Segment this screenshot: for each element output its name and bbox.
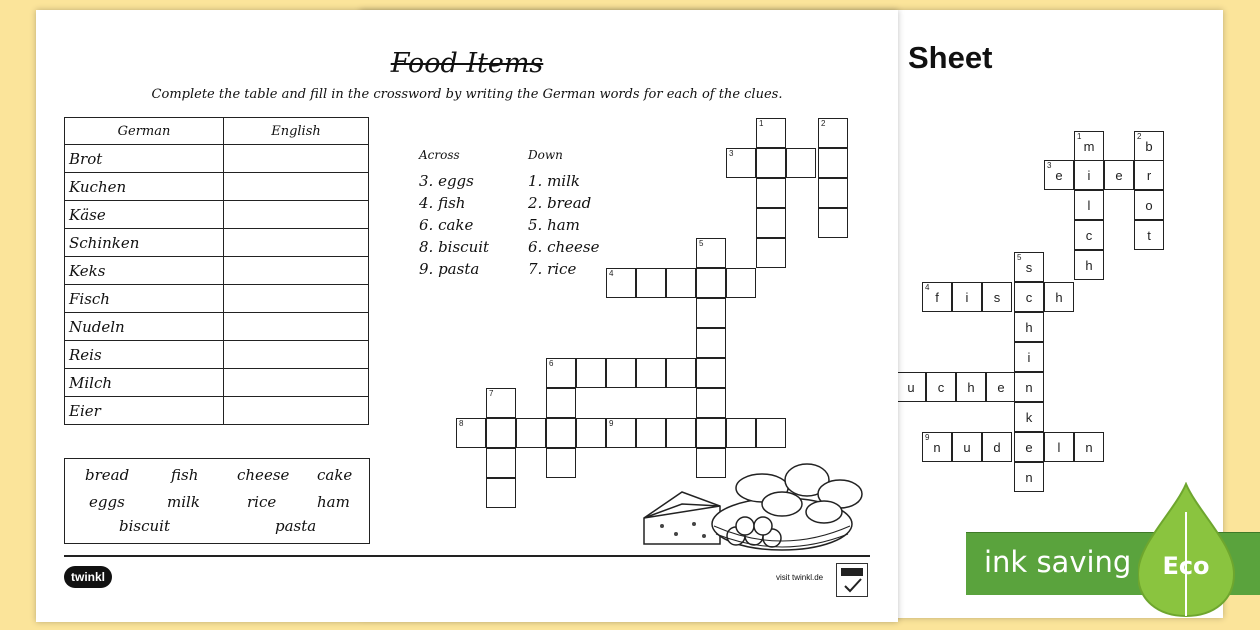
english-answer-field[interactable] bbox=[224, 369, 369, 397]
crossword-cell[interactable] bbox=[696, 328, 726, 358]
worksheet bbox=[36, 10, 898, 622]
grid-cell: n bbox=[1014, 462, 1044, 492]
grid-cell: u bbox=[952, 432, 982, 462]
crossword-cell[interactable] bbox=[696, 388, 726, 418]
crossword-cell[interactable] bbox=[576, 418, 606, 448]
clue-number: 2 bbox=[821, 119, 826, 128]
eco-badge-label: Eco bbox=[1162, 552, 1210, 580]
grid-cell: k bbox=[1014, 402, 1044, 432]
grid-cell: c bbox=[1014, 282, 1044, 312]
clue-number: 5 bbox=[699, 239, 704, 248]
german-word: Milch bbox=[65, 369, 224, 397]
clue-item: 8. biscuit bbox=[419, 238, 490, 256]
crossword-cell[interactable] bbox=[546, 448, 576, 478]
word-bank-item: biscuit bbox=[119, 517, 170, 535]
clue-item: 2. bread bbox=[528, 194, 592, 212]
crossword-cell[interactable] bbox=[756, 418, 786, 448]
word-bank-item: rice bbox=[247, 493, 277, 511]
grid-cell: d bbox=[982, 432, 1012, 462]
grid-cell: l bbox=[1044, 432, 1074, 462]
crossword-cell[interactable] bbox=[636, 418, 666, 448]
crossword-cell[interactable] bbox=[696, 418, 726, 448]
crossword-cell[interactable] bbox=[756, 148, 786, 178]
clue-number: 4 bbox=[609, 269, 614, 278]
grid-cell: 3 e bbox=[1044, 160, 1074, 190]
twinkl-logo: twinkl bbox=[64, 566, 112, 588]
german-word: Käse bbox=[65, 201, 224, 229]
english-answer-field[interactable] bbox=[224, 257, 369, 285]
footer-divider bbox=[64, 555, 870, 557]
word-bank-item: cheese bbox=[237, 466, 290, 484]
german-word: Schinken bbox=[65, 229, 224, 257]
crossword-cell[interactable] bbox=[756, 238, 786, 268]
german-word: Keks bbox=[65, 257, 224, 285]
grid-cell: i bbox=[952, 282, 982, 312]
clue-item: 3. eggs bbox=[419, 172, 474, 190]
down-heading: Down bbox=[528, 148, 563, 162]
vocab-table bbox=[64, 117, 369, 425]
german-word: Reis bbox=[65, 341, 224, 369]
crossword-cell[interactable] bbox=[636, 358, 666, 388]
table-row bbox=[65, 201, 369, 229]
table-row bbox=[65, 285, 369, 313]
crossword-cell[interactable] bbox=[516, 418, 546, 448]
across-heading: Across bbox=[419, 148, 460, 162]
worksheet-title: Food Items bbox=[390, 48, 544, 79]
crossword-cell[interactable] bbox=[546, 418, 576, 448]
table-row bbox=[65, 145, 369, 173]
crossword-cell[interactable] bbox=[696, 268, 726, 298]
word-bank-item: bread bbox=[85, 466, 130, 484]
clue-item: 7. rice bbox=[528, 260, 577, 278]
crossword-cell[interactable] bbox=[576, 358, 606, 388]
ink-saving-label: ink saving bbox=[984, 545, 1132, 579]
clue-number: 1 bbox=[759, 119, 764, 128]
grid-cell: e bbox=[1104, 160, 1134, 190]
crossword-cell[interactable] bbox=[666, 358, 696, 388]
bread-basket-illustration bbox=[642, 446, 872, 556]
word-bank-item: fish bbox=[171, 466, 199, 484]
crossword-cell[interactable] bbox=[486, 418, 516, 448]
crossword-cell[interactable] bbox=[756, 178, 786, 208]
crossword-cell[interactable] bbox=[666, 418, 696, 448]
table-row bbox=[65, 397, 369, 425]
crossword-cell[interactable] bbox=[696, 358, 726, 388]
grid-cell: 4 f bbox=[922, 282, 952, 312]
crossword-cell[interactable] bbox=[696, 298, 726, 328]
grid-cell: i bbox=[1014, 342, 1044, 372]
crossword-cell[interactable] bbox=[546, 388, 576, 418]
grid-cell: e bbox=[1014, 432, 1044, 462]
table-header-german: German bbox=[65, 118, 224, 145]
grid-cell: 9 n bbox=[922, 432, 952, 462]
english-answer-field[interactable] bbox=[224, 397, 369, 425]
clue-item: 6. cheese bbox=[528, 238, 600, 256]
crossword-cell[interactable] bbox=[726, 268, 756, 298]
clue-number: 8 bbox=[459, 419, 464, 428]
clue-item: 1. milk bbox=[528, 172, 580, 190]
grid-cell: s bbox=[982, 282, 1012, 312]
german-word: Kuchen bbox=[65, 173, 224, 201]
word-bank-item: milk bbox=[167, 493, 200, 511]
grid-cell: c bbox=[926, 372, 956, 402]
german-word: Eier bbox=[65, 397, 224, 425]
crossword-cell[interactable] bbox=[818, 208, 848, 238]
grid-cell: c bbox=[1074, 220, 1104, 250]
word-bank-item: cake bbox=[317, 466, 353, 484]
grid-cell: n bbox=[1014, 372, 1044, 402]
grid-cell: h bbox=[1074, 250, 1104, 280]
clue-number: 6 bbox=[549, 359, 554, 368]
crossword-cell[interactable] bbox=[756, 208, 786, 238]
crossword-cell[interactable] bbox=[486, 388, 516, 418]
word-bank-item: ham bbox=[317, 493, 350, 511]
grid-cell: o bbox=[1134, 190, 1164, 220]
across-clues bbox=[419, 148, 489, 280]
crossword-cell[interactable] bbox=[636, 268, 666, 298]
english-answer-field[interactable] bbox=[224, 313, 369, 341]
crossword-cell[interactable] bbox=[818, 118, 848, 148]
crossword-cell[interactable] bbox=[786, 148, 816, 178]
grid-cell: 5 s bbox=[1014, 252, 1044, 282]
grid-cell: i bbox=[1074, 160, 1104, 190]
crossword-cell[interactable] bbox=[486, 478, 516, 508]
crossword-cell[interactable] bbox=[456, 418, 486, 448]
crossword-cell[interactable] bbox=[726, 148, 756, 178]
grid-cell: r bbox=[1134, 160, 1164, 190]
clue-number: 3 bbox=[729, 149, 734, 158]
crossword-cell[interactable] bbox=[726, 418, 756, 448]
crossword-cell[interactable] bbox=[546, 358, 576, 388]
grid-cell: u bbox=[896, 372, 926, 402]
footer-visit-text: visit twinkl.de bbox=[776, 573, 824, 582]
table-row bbox=[65, 341, 369, 369]
word-bank-item: eggs bbox=[89, 493, 125, 511]
english-answer-field[interactable] bbox=[224, 341, 369, 369]
grid-cell: t bbox=[1134, 220, 1164, 250]
table-header-english: English bbox=[224, 118, 369, 145]
english-answer-field[interactable] bbox=[224, 201, 369, 229]
crossword-cell[interactable] bbox=[606, 418, 636, 448]
down-clues bbox=[528, 148, 599, 280]
german-word: Fisch bbox=[65, 285, 224, 313]
eco-leaf-icon bbox=[1138, 482, 1238, 622]
clue-number: 9 bbox=[609, 419, 614, 428]
grid-cell: 1 m bbox=[1074, 131, 1104, 161]
quality-badge-icon bbox=[836, 563, 868, 597]
worksheet-instructions: Complete the table and fill in the crossword by writing the German words for each of the clues. bbox=[151, 87, 783, 102]
grid-cell: l bbox=[1074, 190, 1104, 220]
table-row bbox=[65, 173, 369, 201]
crossword-cell[interactable] bbox=[666, 268, 696, 298]
crossword-cell[interactable] bbox=[818, 178, 848, 208]
crossword-cell[interactable] bbox=[606, 358, 636, 388]
english-answer-field[interactable] bbox=[224, 229, 369, 257]
grid-cell: h bbox=[1044, 282, 1074, 312]
crossword-cell[interactable] bbox=[756, 118, 786, 148]
grid-cell: h bbox=[956, 372, 986, 402]
crossword-cell[interactable] bbox=[606, 268, 636, 298]
german-word: Nudeln bbox=[65, 313, 224, 341]
table-row bbox=[65, 313, 369, 341]
crossword-cell[interactable] bbox=[818, 148, 848, 178]
clue-item: 6. cake bbox=[419, 216, 474, 234]
word-bank bbox=[64, 458, 370, 544]
word-bank-item: pasta bbox=[275, 517, 317, 535]
english-answer-field[interactable] bbox=[224, 145, 369, 173]
grid-cell: 2 b bbox=[1134, 131, 1164, 161]
german-word: Brot bbox=[65, 145, 224, 173]
grid-cell: h bbox=[1014, 312, 1044, 342]
answer-sheet-title: Sheet bbox=[908, 40, 993, 75]
crossword-cell[interactable] bbox=[486, 448, 516, 478]
clue-number: 7 bbox=[489, 389, 494, 398]
crossword-cell[interactable] bbox=[696, 238, 726, 268]
clue-item: 5. ham bbox=[528, 216, 580, 234]
clue-item: 4. fish bbox=[419, 194, 466, 212]
grid-cell: e bbox=[986, 372, 1016, 402]
table-row bbox=[65, 257, 369, 285]
table-row bbox=[65, 229, 369, 257]
clue-item: 9. pasta bbox=[419, 260, 480, 278]
english-answer-field[interactable] bbox=[224, 285, 369, 313]
table-row bbox=[65, 369, 369, 397]
english-answer-field[interactable] bbox=[224, 173, 369, 201]
grid-cell: n bbox=[1074, 432, 1104, 462]
